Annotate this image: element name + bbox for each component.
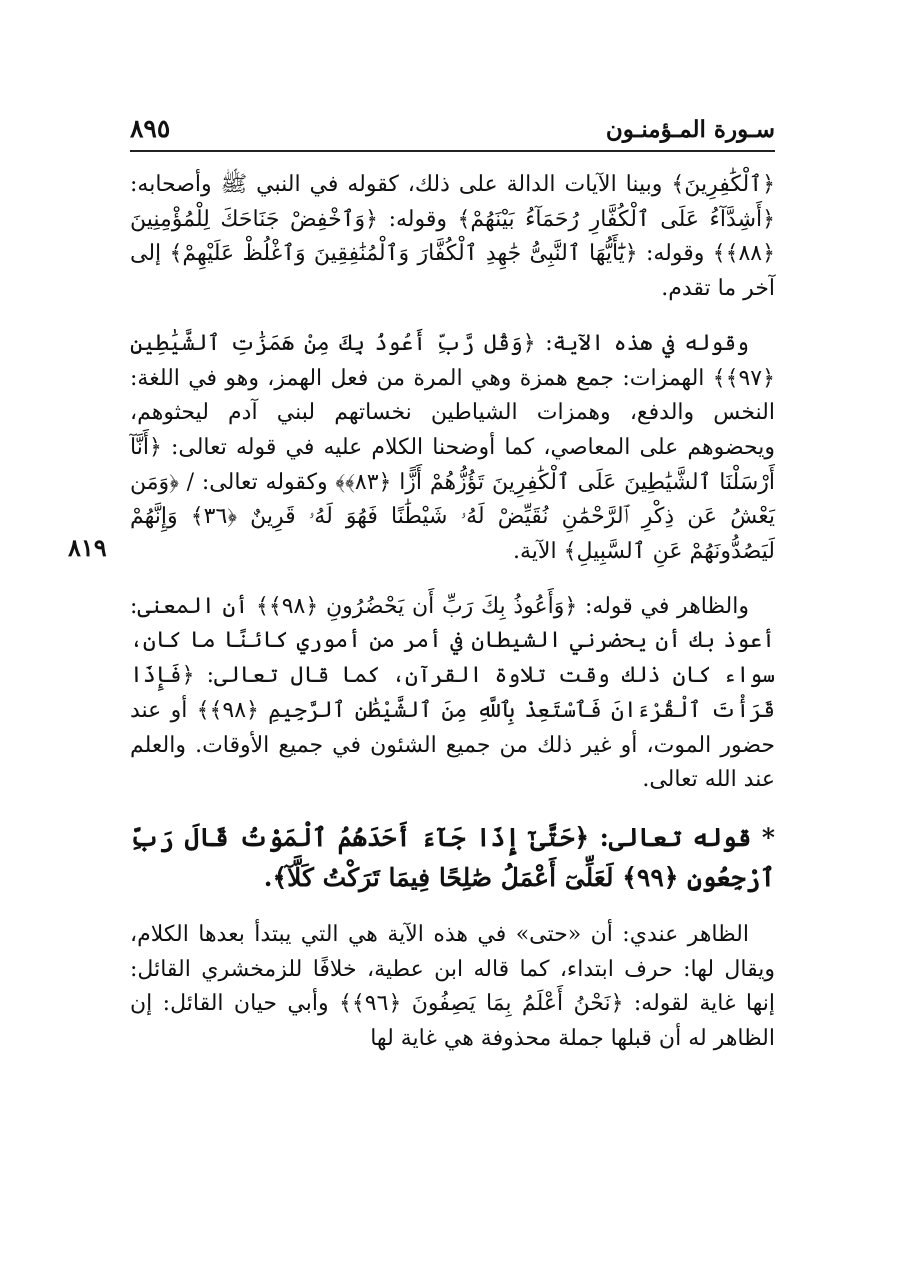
page-header xyxy=(130,112,775,152)
paragraph-1: ﴿ٱلْكَٰفِرِينَ﴾ وبينا الآيات الدالة على ذلك، كقوله في النبي ﷺ وأصحابه: ﴿أَشِدَّآءُ عَلَى ٱلْكُفَّارِ رُحَمَآءُ بَيْنَهُمْ﴾ وقوله: ﴿وَٱخْفِضْ جَنَاحَكَ لِلْمُؤْمِنِينَ ﴿٨٨﴾﴾ وقوله: ﴿يَٰٓأَيُّهَا ٱلنَّبِىُّ جَٰهِدِ ٱلْكُفَّارَ وَٱلْمُنَٰفِقِينَ وَٱغْلُظْ عَلَيْهِمْ﴾ إلى آخر ما تقدم. xyxy=(130,172,775,302)
page-body xyxy=(130,168,775,1057)
verse-heading: * قوله تعالى: ﴿حَتَّىٰٓ إِذَا جَآءَ أَحَدَهُمُ ٱلْمَوْتُ قَالَ رَبِّ ٱرْجِعُونِ ﴿٩٩﴾ لَعَلِّىٓ أَعْمَلُ صَٰلِحًا فِيمَا تَرَكْتُ كَلَّآ﴾. xyxy=(130,822,775,892)
paragraph-2: وقوله في هذه الآية: ﴿وَقُل رَّبِّ أَعُوذُ بِكَ مِنْ هَمَزَٰتِ ٱلشَّيَٰطِينِ ﴿٩٧﴾﴾ الهمزات: جمع همزة وهي المرة من فعل الهمز، وهو في اللغة: النخس والدفع، وهمزات الشياطين نخساتهم لبني آدم ليحثوهم، ويحضوهم على المعاصي، كما أوضحنا الكلام عليه في قوله تعالى: ﴿أَنَّآ أَرْسَلْنَا ٱلشَّيَٰطِينَ عَلَى ٱلْكَٰفِرِينَ تَؤُزُّهُمْ أَزًّا ﴿٨٣﴾﴾ وكقوله تعالى: / ﴿وَمَن يَعْشُ عَن ذِكْرِ ٱلرَّحْمَٰنِ نُقَيِّضْ لَهُۥ شَيْطَٰنًا فَهُوَ لَهُۥ قَرِينٌ ﴿٣٦﴾ وَإِنَّهُمْ لَيَصُدُّونَهُمْ عَنِ ٱلسَّبِيلِ﴾ الآية. xyxy=(130,330,775,565)
paragraph-3: والظاهر في قوله: ﴿وَأَعُوذُ بِكَ رَبِّ أَن يَحْضُرُونِ ﴿٩٨﴾﴾ أن المعنى: أعوذ بك أن يحضرني الشيطان في أمر من أموري كائنًا ما كان، سواء كان ذلك وقت تلاوة القرآن، كما قال تعالى: ﴿فَإِذَا قَرَأْتَ ٱلْقُرْءَانَ فَٱسْتَعِذْ بِٱللَّهِ مِنَ ٱلشَّيْطَٰنِ ٱلرَّجِيمِ ﴿٩٨﴾﴾ أو عند حضور الموت، أو غير ذلك من جميع الشئون في جميع الأوقات. والعلم عند الله تعالى. xyxy=(130,593,776,793)
surah-title: سـورة المـؤمنـون xyxy=(605,116,775,143)
margin-page-reference: ٨١٩ xyxy=(68,533,107,562)
header-divider xyxy=(130,150,775,152)
page-number: ٨٩٥ xyxy=(130,114,171,143)
paragraph-5: الظاهر عندي: أن «حتى» في هذه الآية هي التي يبتدأ بعدها الكلام، ويقال لها: حرف ابتداء، كما قاله ابن عطية، خلافًا للزمخشري القائل: إنها غاية لقوله: ﴿نَحْنُ أَعْلَمُ بِمَا يَصِفُونَ ﴿٩٦﴾﴾ وأبي حيان القائل: إن الظاهر له أن قبلها جملة محذوفة هي غاية لها xyxy=(130,921,775,1052)
